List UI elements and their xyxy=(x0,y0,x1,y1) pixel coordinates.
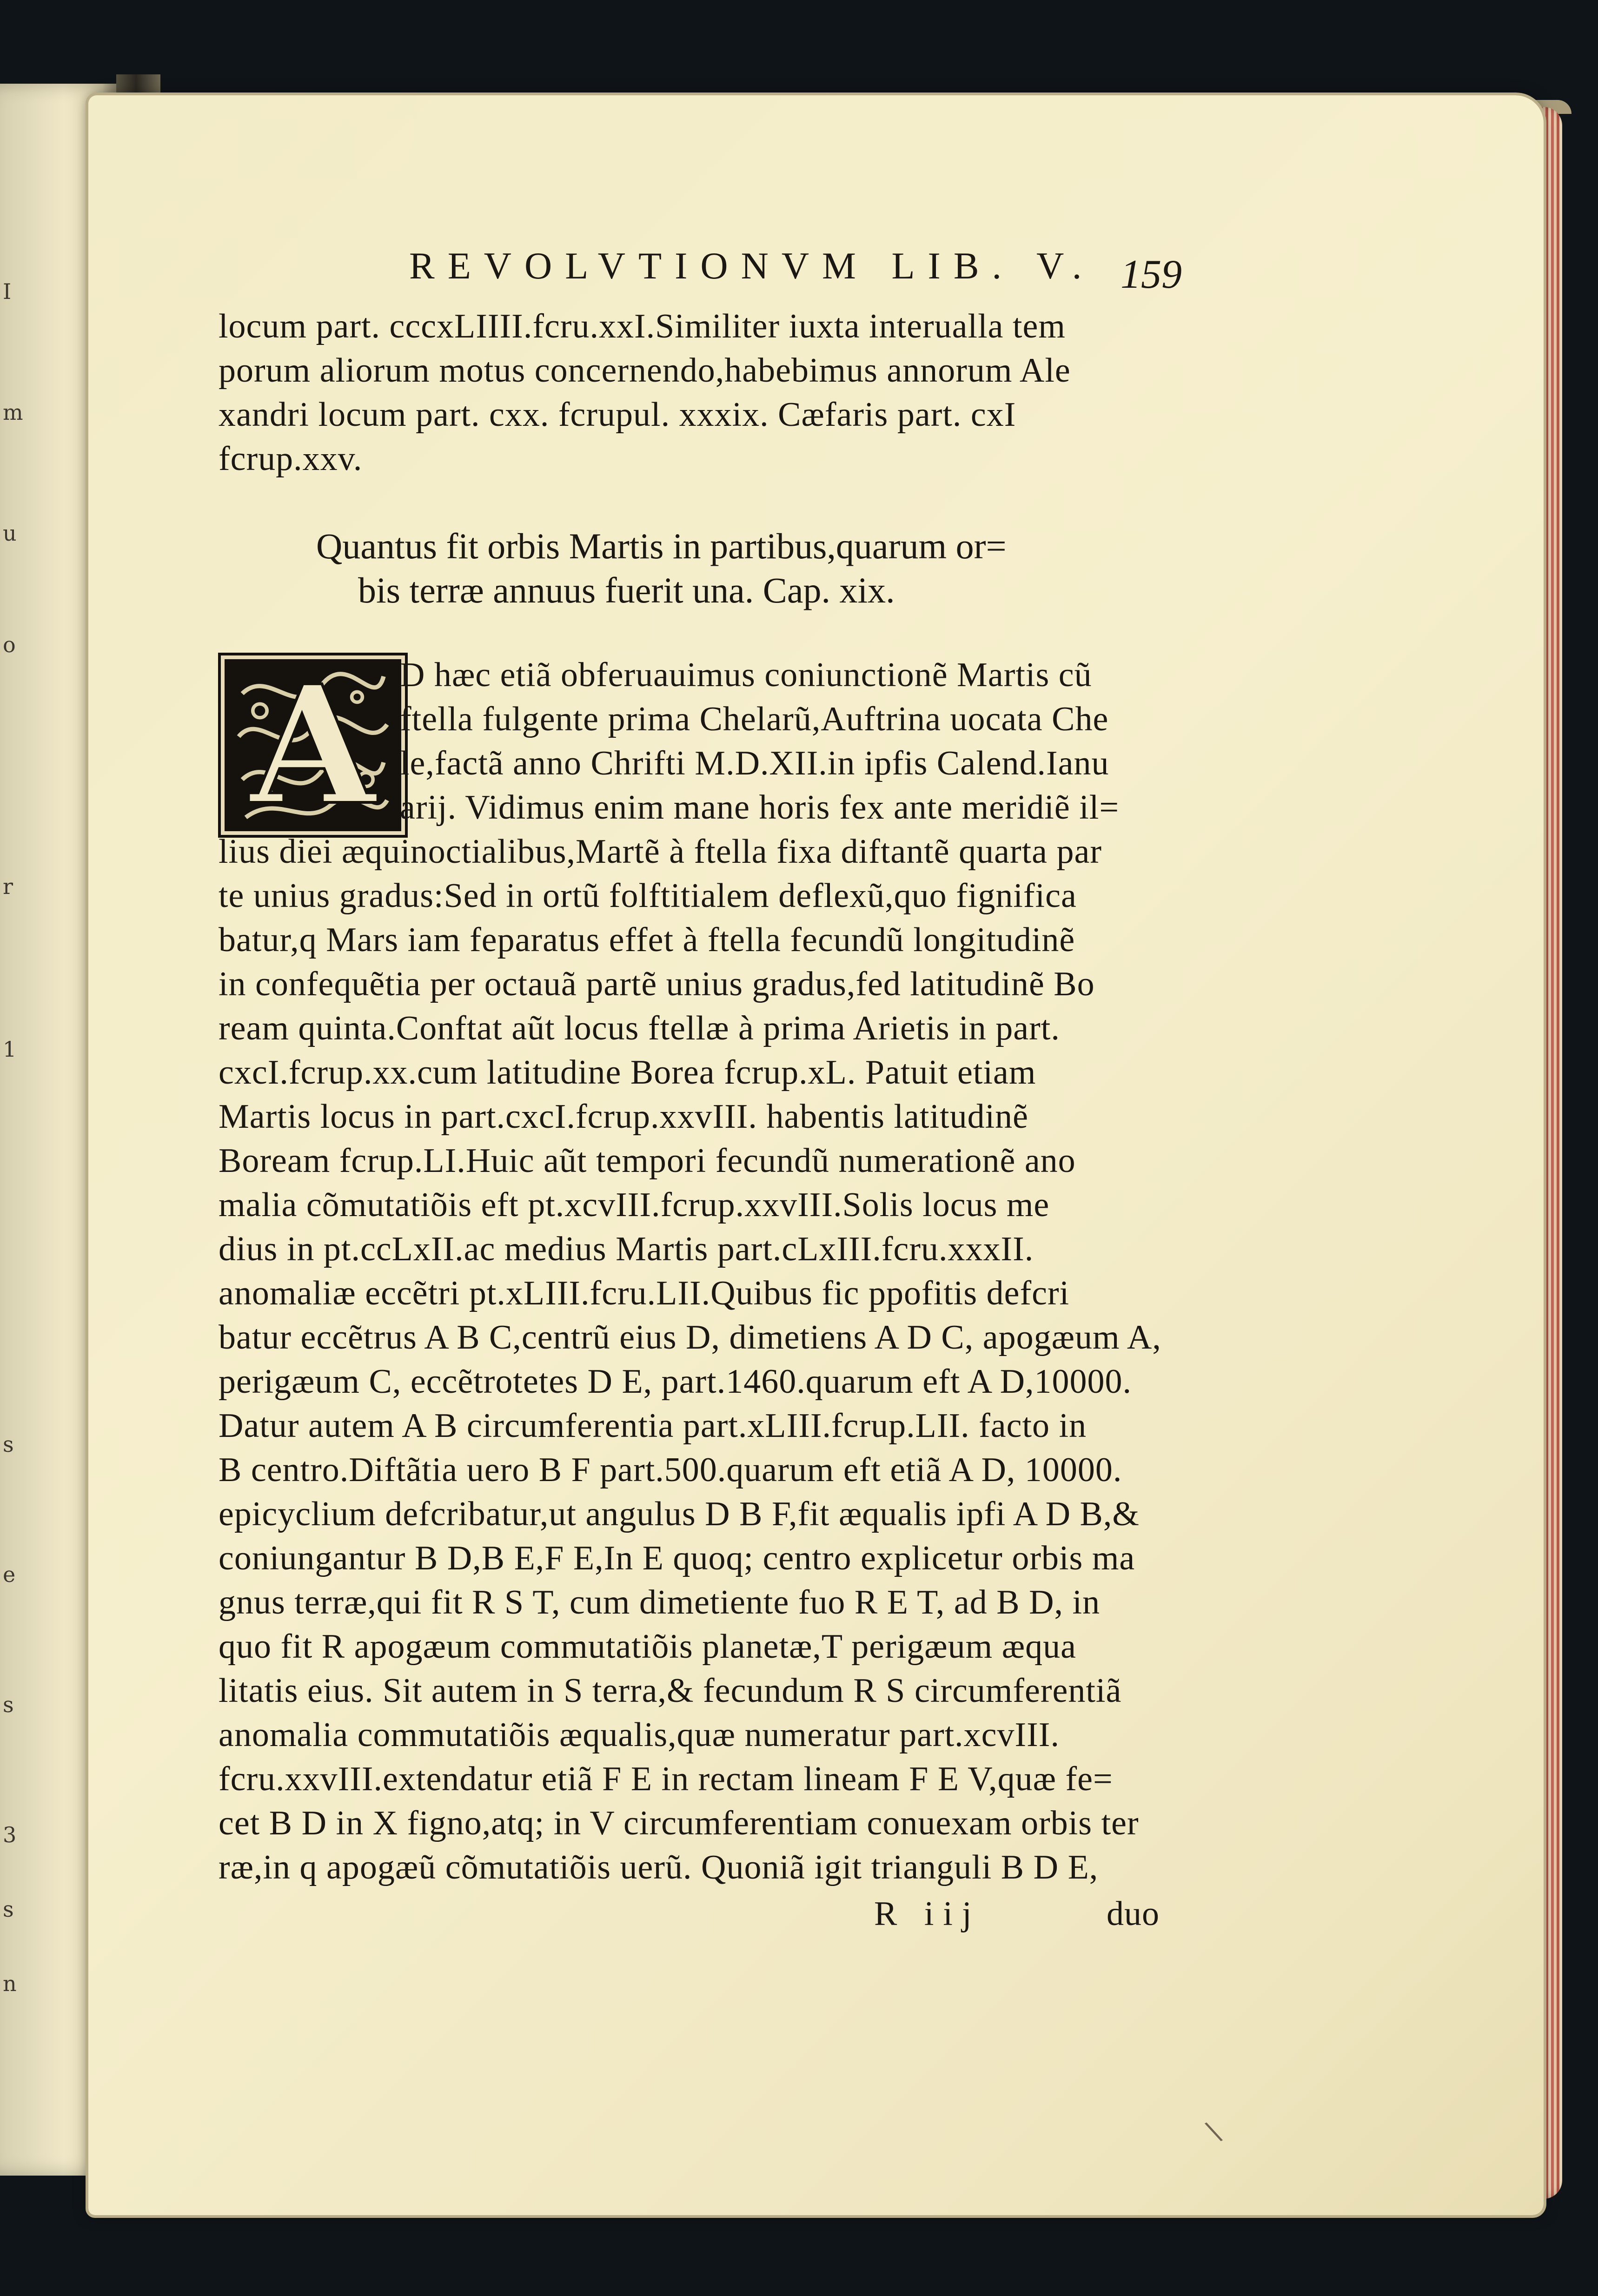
text-line: D hæc etiã obferuauimus coniunctionẽ Martis cũ xyxy=(400,656,1092,694)
text-line: malia cõmutatiõis eft pt.xcvIII.fcrup.xxvIII.Solis locus me xyxy=(219,1186,1050,1224)
text-line: xandri locum part. cxx. fcrupul. xxxix. Cæfaris part. cxI xyxy=(219,396,1016,434)
text-line: litatis eius. Sit autem in S terra,& fecundum R S circumferentiã xyxy=(219,1672,1122,1710)
text-line: coniungantur B D,B E,F E,In E quoq; centro explicetur orbis ma xyxy=(219,1539,1135,1577)
text-line: quo fit R apogæum commutatiõis planetæ,T perigæum æqua xyxy=(219,1628,1076,1666)
facing-page-char: I xyxy=(3,279,12,304)
text-line: dius in pt.ccLxII.ac medius Martis part.cLxIII.fcru.xxxII. xyxy=(219,1230,1034,1268)
text-line: locum part. cccxLIIII.fcru.xxI.Similiter iuxta interualla tem xyxy=(219,307,1066,345)
text-line: cxcI.fcrup.xx.cum latitudine Borea fcrup.xL. Patuit etiam xyxy=(219,1053,1036,1092)
facing-page-char: r xyxy=(3,874,13,899)
text-line: fcrup.xxv. xyxy=(219,440,363,478)
signature-mark: R iij xyxy=(874,1895,981,1933)
facing-page-char: 1 xyxy=(3,1037,17,1062)
facing-page-char: s xyxy=(3,1432,14,1457)
page-number: 159 xyxy=(1121,252,1182,297)
text-line: gnus terræ,qui fit R S T, cum dimetiente fuo R E T, ad B D, in xyxy=(219,1583,1101,1621)
chapter-heading-line: bis terræ annuus fuerit una. Cap. xix. xyxy=(358,570,895,610)
facing-page-char: o xyxy=(3,632,16,657)
text-line: batur eccẽtrus A B C,centrũ eius D, dimetiens A D C, apogæum A, xyxy=(219,1318,1161,1356)
facing-page-char: 3 xyxy=(3,1822,17,1847)
text-line: batur,q Mars iam feparatus effet à ftella fecundũ longitudinẽ xyxy=(219,921,1075,959)
text-line: fcru.xxvIII.extendatur etiã F E in rectam lineam F E V,quæ fe= xyxy=(219,1760,1113,1798)
text-line: perigæum C, eccẽtrotetes D E, part.1460.quarum eft A D,10000. xyxy=(219,1363,1132,1401)
facing-page-char: m xyxy=(3,400,23,425)
text-line: anomaliæ eccẽtri pt.xLIII.fcru.LII.Quibus fic ppofitis defcri xyxy=(219,1274,1070,1312)
text-line: te unius gradus:Sed in ortũ folftitialem deflexũ,quo fignifica xyxy=(219,877,1077,915)
text-line: Datur autem A B circumferentia part.xLIII.fcrup.LII. facto in xyxy=(219,1407,1087,1445)
running-header: REVOLVTIONVM LIB. V. xyxy=(409,245,1095,287)
text-line: Martis locus in part.cxcI.fcrup.xxvIII. habentis latitudinẽ xyxy=(219,1098,1028,1136)
text-line: Boream fcrup.LI.Huic aũt tempori fecundũ numerationẽ ano xyxy=(219,1142,1076,1180)
text-line: epicyclium defcribatur,ut angulus D B F,fit æqualis ipfi A D B,& xyxy=(219,1495,1140,1533)
text-line: ræ,in q apogæũ cõmutatiõis uerũ. Quoniã igit trianguli B D E, xyxy=(219,1848,1099,1886)
facing-page-char: e xyxy=(3,1562,16,1587)
decorated-initial xyxy=(221,649,405,841)
text-line: ftella fulgente prima Chelarũ,Auftrina uocata Che xyxy=(400,700,1109,738)
initial-letter: A xyxy=(250,649,376,841)
text-line: arij. Vidimus enim mane horis fex ante meridiẽ il= xyxy=(400,788,1120,827)
catchword: duo xyxy=(1107,1895,1160,1933)
facing-page-characters xyxy=(0,84,28,2176)
text-line: ream quinta.Conftat aũt locus ftellæ à prima Arietis in part. xyxy=(219,1009,1060,1047)
text-line: B centro.Diftãtia uero B F part.500.quarum eft etiã A D, 10000. xyxy=(219,1451,1122,1489)
text-line: in confequẽtia per octauã partẽ unius gradus,fed latitudinẽ Bo xyxy=(219,965,1095,1003)
text-line: cet B D in X figno,atq; in V circumferentiam conuexam orbis ter xyxy=(219,1804,1139,1842)
chapter-heading-line: Quantus fit orbis Martis in partibus,quarum or= xyxy=(316,526,1007,566)
facing-page-char: n xyxy=(3,1971,17,1996)
text-line: porum aliorum motus concernendo,habebimus annorum Ale xyxy=(219,351,1071,390)
facing-page-char: u xyxy=(3,521,17,546)
text-line: le,factã anno Chrifti M.D.XII.in ipfis Calend.Ianu xyxy=(400,744,1109,782)
facing-page-char: s xyxy=(3,1897,14,1922)
facing-page-char: s xyxy=(3,1692,14,1717)
text-line: lius diei æquinoctialibus,Martẽ à ftella fixa diftantẽ quarta par xyxy=(219,833,1102,871)
text-line: anomalia commutatiõis æqualis,quæ numeratur part.xcvIII. xyxy=(219,1716,1060,1754)
pencil-mark: \ xyxy=(1202,2115,1225,2148)
